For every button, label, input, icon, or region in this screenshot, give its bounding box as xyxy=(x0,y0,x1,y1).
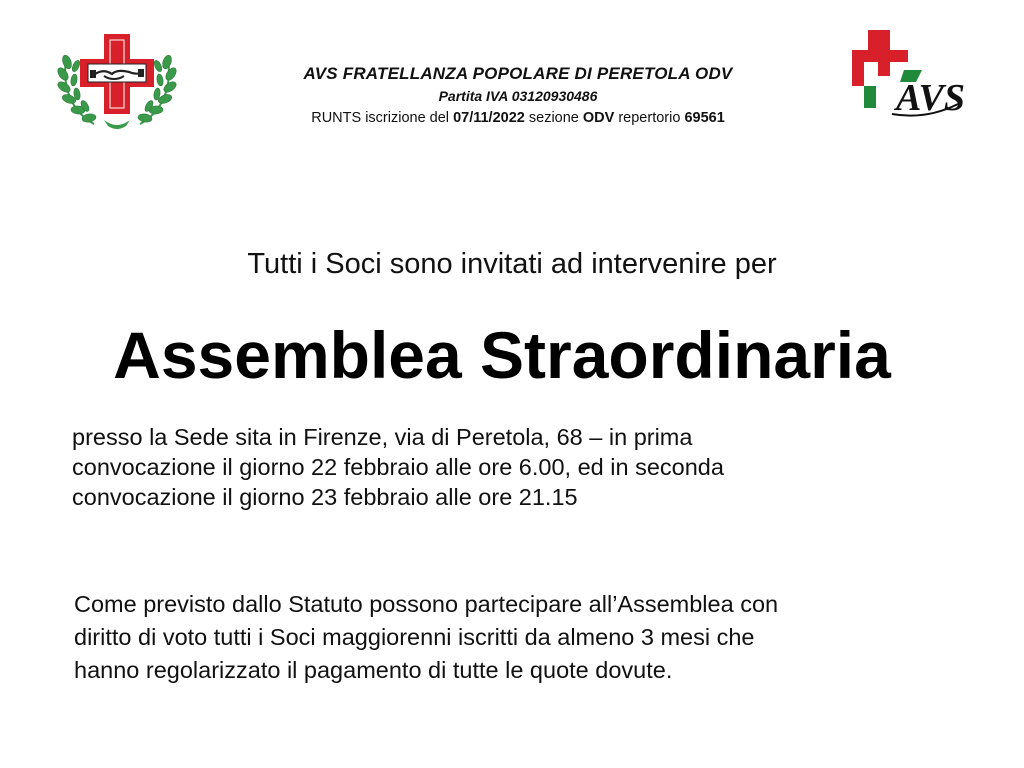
runts-section: ODV xyxy=(582,110,615,126)
venue-line: convocazione il giorno 22 febbraio alle ore 6.00, ed in seconda xyxy=(72,454,724,480)
organization-name: AVS FRATELLANZA POPOLARE DI PERETOLA ODV xyxy=(303,64,733,83)
vat-label: Partita IVA xyxy=(438,88,508,104)
meeting-title: Assemblea Straordinaria xyxy=(113,318,891,392)
eligibility-line: diritto di voto tutti i Soci maggiorenni iscritti da almeno 3 mesi che xyxy=(74,624,755,650)
runts-repertory: 69561 xyxy=(684,110,725,126)
runts-date: 07/11/2022 xyxy=(453,110,525,126)
red-cross-handshake-laurel-icon xyxy=(54,26,180,130)
venue-paragraph xyxy=(72,422,972,512)
vat-line xyxy=(180,86,856,106)
invitation-text: Tutti i Soci sono invitati ad intervenire per xyxy=(247,248,777,280)
runts-section-label: sezione xyxy=(528,110,579,126)
avs-cross-logo-icon xyxy=(846,26,964,122)
letterhead xyxy=(180,64,856,129)
eligibility-line: hanno regolarizzato il pagamento di tutte le quote dovute. xyxy=(74,657,673,683)
runts-prefix: RUNTS iscrizione del xyxy=(311,110,450,126)
eligibility-line: Come previsto dallo Statuto possono partecipare all’Assemblea con xyxy=(74,591,779,617)
avs-logo-text: AVS xyxy=(896,77,964,119)
eligibility-paragraph xyxy=(74,588,974,687)
runts-registration xyxy=(180,107,856,129)
venue-line: presso la Sede sita in Firenze, via di Peretola, 68 – in prima xyxy=(72,424,693,450)
runts-repertory-label: repertorio xyxy=(618,110,681,126)
vat-number: 03120930486 xyxy=(511,88,598,104)
venue-line: convocazione il giorno 23 febbraio alle ore 21.15 xyxy=(72,484,578,510)
